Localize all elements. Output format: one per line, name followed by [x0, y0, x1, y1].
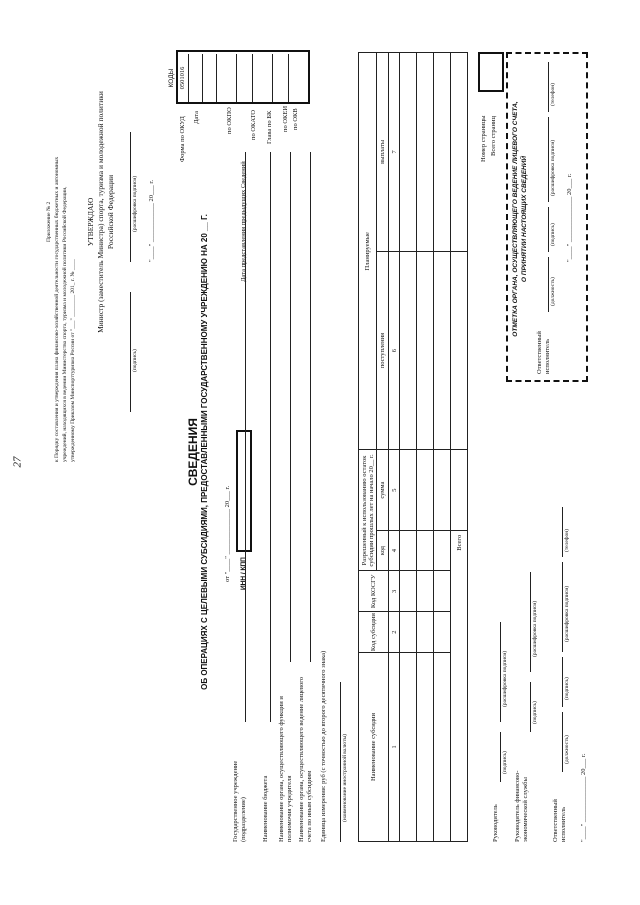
page-number-label: Номер страницы [480, 115, 487, 162]
resp-decode-caption: (расшифровка подписи) [564, 585, 570, 642]
col-payments-header: выплаты [377, 53, 389, 252]
mark-phone-caption: (телефон) [550, 82, 556, 106]
appendix-line-4: утвержденному Приказом Минспорттуризма России от "___" ________ 201_ г. № ____ [70, 259, 76, 462]
signature-date: "____" ______________ 20___ г. [580, 753, 587, 842]
col-allowed-header: Разрешенный к использованию остаток субсидии прошлых лет на начало 20__ г. [359, 450, 377, 571]
col-num-1: 1 [389, 653, 400, 842]
total-label: Всего [451, 530, 468, 841]
col-name-header: Наименование субсидии [359, 653, 389, 842]
approval-title: УТВЕРЖДАЮ [86, 197, 95, 247]
mark-responsible-label: Ответственный исполнитель [536, 331, 551, 374]
prev-date-label: Дата представления предыдущих Сведений [240, 161, 247, 282]
bk-label: Глава по БК [266, 110, 273, 144]
codes-header: КОДЫ [168, 68, 175, 88]
appendix-line-3: учреждений, находящихся в ведении Министерства спорта, туризма и молодежной политики Российской Федерации, [62, 186, 68, 462]
col-subsidy-code-header: Код субсидии [359, 612, 389, 653]
fin-head-label: Руководитель финансово-экономической службы [514, 770, 529, 842]
fin-sign-caption: (подпись) [532, 701, 538, 724]
date-label: Дата [193, 111, 200, 124]
form-subtitle: ОБ ОПЕРАЦИЯХ С ЦЕЛЕВЫМИ СУБСИДИЯМИ, ПРЕДОСТАВЛЕННЫМИ ГОСУДАРСТВЕННОМУ УЧРЕЖДЕНИЮ НА 20 __ Г. [200, 214, 209, 690]
appendix-line-1: Приложение № 2 [46, 201, 52, 242]
okei-label: по ОКЕИ [282, 105, 289, 132]
okv-label: по ОКВ [292, 108, 299, 130]
okud-label: Форма по ОКУД [179, 116, 186, 162]
resp-phone-caption: (телефон) [564, 528, 570, 552]
col-num-6: 6 [389, 251, 400, 450]
col-sum-header: сумма [377, 450, 389, 530]
form-title: СВЕДЕНИЯ [186, 418, 200, 486]
mark-date: "____" ______________ 20___ г. [566, 173, 573, 262]
col-num-3: 3 [389, 571, 400, 612]
approval-name-caption: (расшифровка подписи) [132, 175, 138, 232]
approval-line-2: Российской Федерации [106, 174, 115, 250]
mark-sign-caption: (подпись) [550, 223, 556, 246]
head-label: Руководитель [492, 804, 499, 842]
col-num-4: 4 [389, 530, 400, 571]
pages-total-label: Всего страниц [490, 116, 497, 156]
okato-label: по ОКАТО [250, 109, 257, 140]
currency-caption: (наименование иностранной валюты) [342, 734, 348, 822]
institution-label: Государственное учреждение (подразделение) [232, 760, 247, 842]
approval-date: "____" ____________ 20___ г. [148, 180, 155, 262]
fin-decode-caption: (расшифровка подписи) [532, 600, 538, 657]
col-num-2: 2 [389, 612, 400, 653]
approval-sign-caption: (подпись) [132, 349, 138, 372]
col-kosgu-header: Код КОСГУ [359, 571, 389, 612]
responsible-label: Ответственный исполнитель [552, 799, 567, 842]
head-sign-caption: (подпись) [502, 751, 508, 774]
okpo-label: по ОКПО [226, 107, 233, 134]
okud-code: 0501016 [179, 66, 186, 90]
table-row [434, 53, 451, 842]
body1-label: Наименование органа, осуществляющего функции и полномочия учредителя [278, 696, 293, 842]
resp-sign-caption: (подпись) [564, 677, 570, 700]
head-decode-caption: (расшифровка подписи) [502, 650, 508, 707]
col-planned-header: Планируемые [359, 53, 377, 451]
inn-kpp-label: ИНН / КПП [240, 557, 247, 590]
page-mark: 27 [11, 456, 24, 468]
col-code-header: код [377, 530, 389, 571]
mark-title-line-1: ОТМЕТКА ОРГАНА, ОСУЩЕСТВЛЯЮЩЕГО ВЕДЕНИЕ ЛИЦЕВОГО СЧЕТА, [512, 101, 519, 337]
unit-label: Единица измерения: руб (с точностью до второго десятичного знака) [320, 650, 327, 842]
col-num-5: 5 [389, 450, 400, 530]
inn-kpp-box [236, 430, 252, 552]
total-row [451, 53, 468, 842]
pages-box [478, 52, 504, 92]
rotated-form [40, 22, 600, 882]
resp-position-caption: (должность) [564, 735, 570, 764]
from-date: от "____" ______________ 20___ г. [224, 485, 231, 582]
appendix-line-2: к Порядку составления и утверждения плана финансово-хозяйственной деятельности государственных бюджетных и автономных [54, 156, 60, 462]
mark-position-caption: (должность) [550, 277, 556, 306]
table-row [417, 53, 434, 842]
col-num-7: 7 [389, 53, 400, 252]
budget-label: Наименование бюджета [262, 775, 269, 842]
codes-box [176, 50, 310, 104]
subsidy-table [358, 52, 468, 842]
approval-sign-line [130, 292, 131, 412]
mark-title-line-2: О ПРИНЯТИИ НАСТОЯЩИХ СВЕДЕНИЙ [521, 155, 528, 283]
approval-line-1: Министр (заместитель Министра) спорта, туризма и молодежной политики [96, 91, 105, 333]
col-income-header: поступления [377, 251, 389, 450]
body2-label: Наименование органа, осуществляющего ведение лицевого счета по иным субсидиям [298, 677, 313, 842]
table-row [400, 53, 417, 842]
mark-decode-caption: (расшифровка подписи) [550, 139, 556, 196]
approval-name-line [130, 132, 131, 262]
